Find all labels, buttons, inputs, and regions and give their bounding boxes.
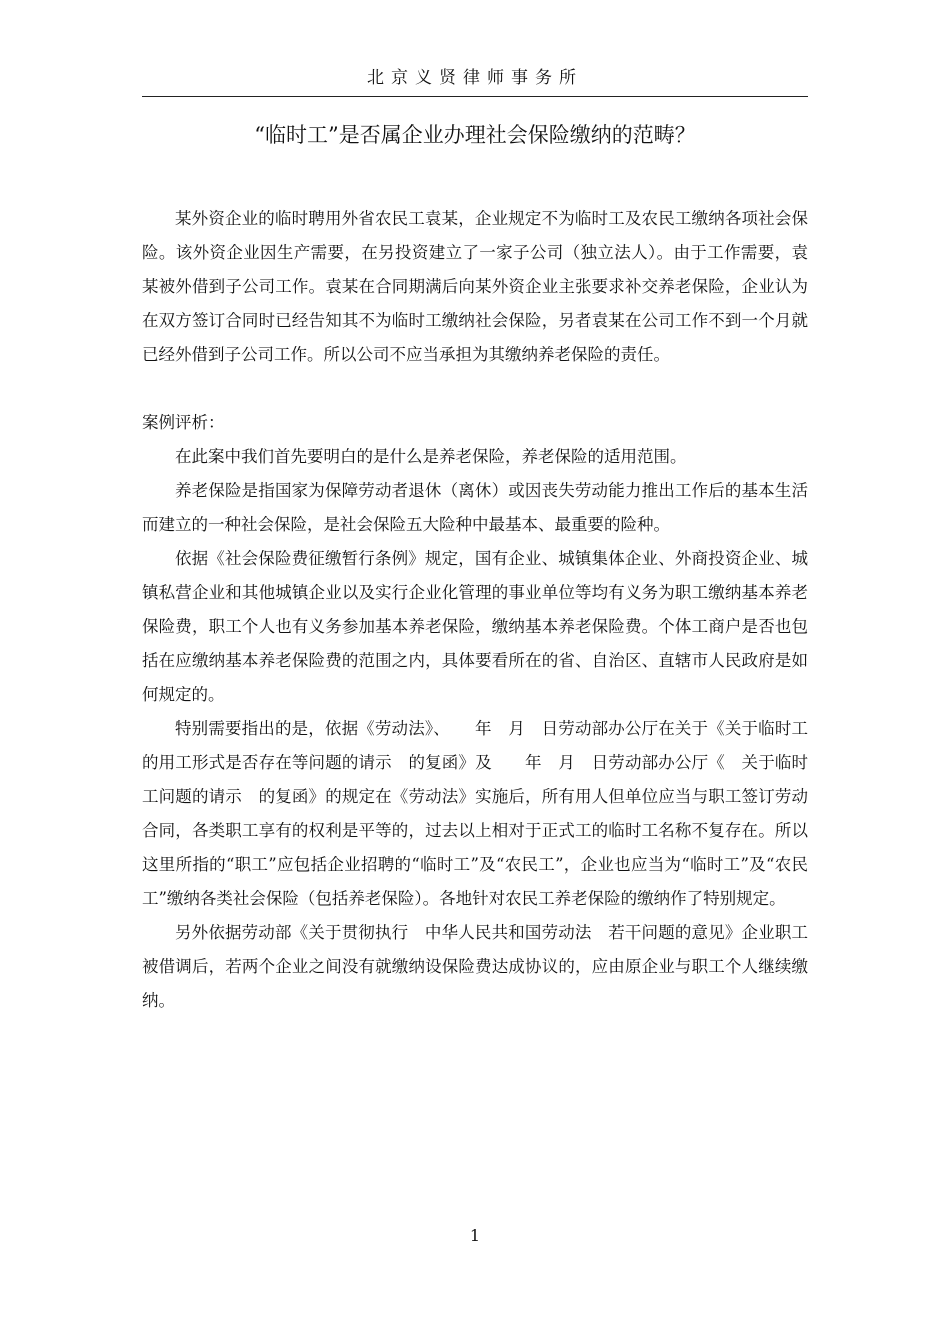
secondment-paragraph: 另外依据劳动部《关于贯彻执行 中华人民共和国劳动法 若干问题的意见》企业职工被借调后，若两个企业之间没有就缴纳设保险费达成协议的，应由原企业与职工个人继续缴纳。	[142, 923, 808, 1010]
document-title: “临时工”是否属企业办理社会保险缴纳的范畴？	[254, 123, 696, 147]
analysis-intro-paragraph: 在此案中我们首先要明白的是什么是养老保险，养老保险的适用范围。	[175, 447, 687, 466]
firm-name: 北京义贤律师事务所	[367, 68, 583, 88]
document-body	[142, 202, 808, 1018]
case-description-paragraph: 某外资企业的临时聘用外省农民工袁某，企业规定不为临时工及农民工缴纳各项社会保险。该外资企业因生产需要，在另投资建立了一家子公司（独立法人）。由于工作需要，袁某被外借到子公司工作。袁某在合同期满后向某外资企业主张要求补交养老保险，企业认为在双方签订合同时已经告知其不为临时工缴纳社会保险，另者袁某在公司工作不到一个月就已经外借到子公司工作。所以公司不应当承担为其缴纳养老保险的责任。	[142, 209, 808, 364]
labor-law-paragraph: 特别需要指出的是，依据《劳动法》、 年 月 日劳动部办公厅在关于《关于临时工的用工形式是否存在等问题的请示 的复函》及 年 月 日劳动部办公厅《 关于临时工问题的请示 的复函》的规定在《劳动法》实施后，所有用人但单位应当与职工签订劳动合同，各类职工享有的权利是平等的，过去以上相对于正式工的临时工名称不复存在。所以这里所指的“职工”应包括企业招聘的“临时工”及“农民工”，企业也应当为“临时工”及“农民工”缴纳各类社会保险（包括养老保险）。各地针对农民工养老保险的缴纳作了特别规定。	[142, 719, 808, 908]
regulation-paragraph: 依据《社会保险费征缴暂行条例》规定，国有企业、城镇集体企业、外商投资企业、城镇私营企业和其他城镇企业以及实行企业化管理的事业单位等均有义务为职工缴纳基本养老保险费，职工个人也有义务参加基本养老保险，缴纳基本养老保险费。个体工商户是否也包括在应缴纳基本养老保险费的范围之内，具体要看所在的省、自治区、直辖市人民政府是如何规定的。	[142, 549, 808, 704]
case-analysis-heading: 案例评析：	[142, 413, 225, 432]
page-number: 1	[469, 1226, 481, 1245]
firm-header	[142, 64, 808, 97]
pension-definition-paragraph: 养老保险是指国家为保障劳动者退休（离休）或因丧失劳动能力推出工作后的基本生活而建立的一种社会保险，是社会保险五大险种中最基本、最重要的险种。	[142, 481, 808, 534]
